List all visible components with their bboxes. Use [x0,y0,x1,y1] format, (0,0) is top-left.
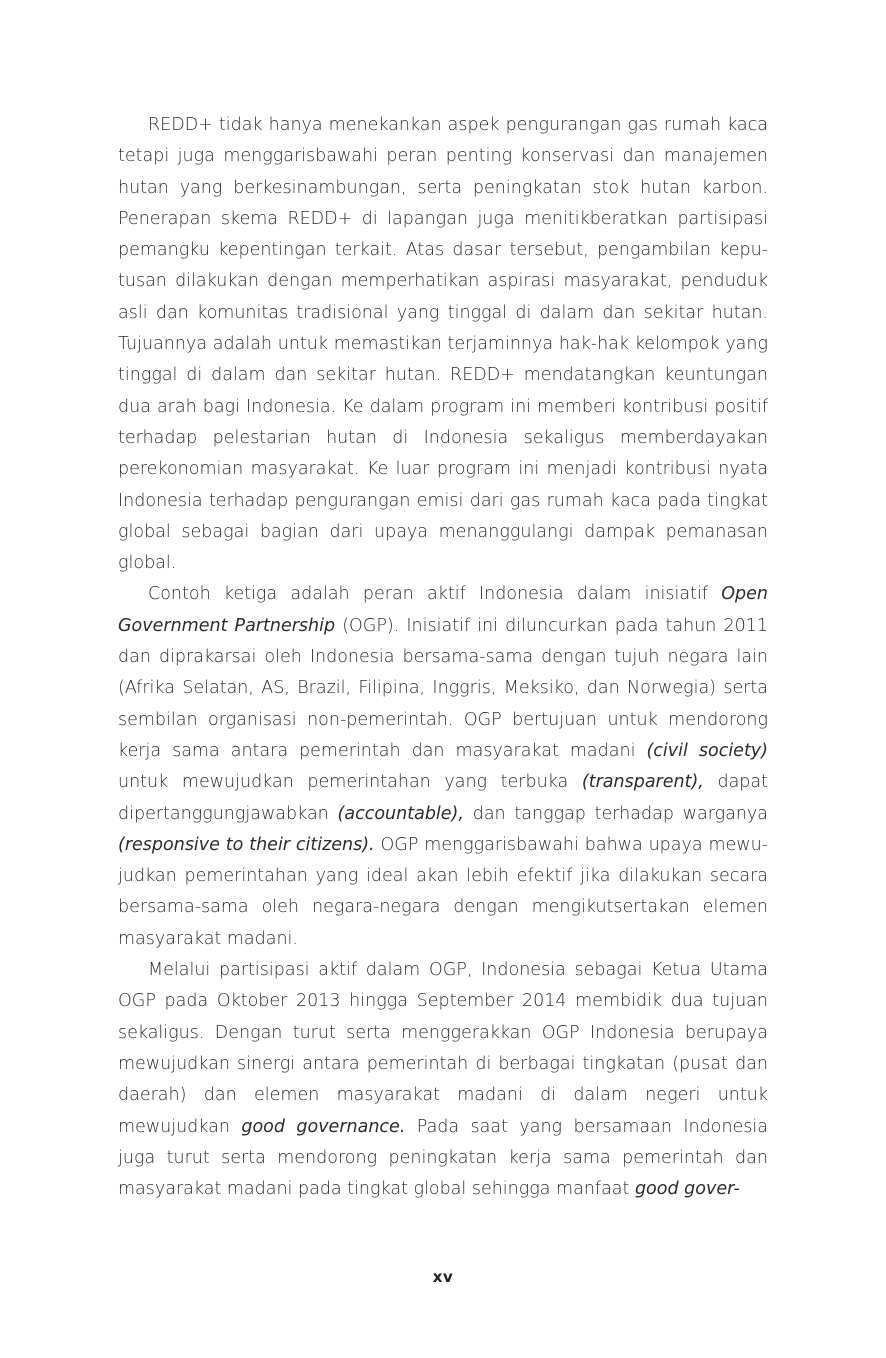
document-page [118,110,768,1205]
italic-term: (responsive to their citizens). [118,834,375,855]
page-number: xv [432,1268,454,1286]
paragraph-text: OGP menggarisbawahi bahwa upaya mewujudkan pemerintahan yang ideal akan lebih efektif jika dilakukan secara bersama-sama oleh negara-negara dengan mengikutsertakan elemen masyarakat madani. [118,834,768,949]
italic-term: good governance. [241,1116,406,1137]
paragraph-text: (OGP). Inisiatif ini diluncurkan pada tahun 2011 dan diprakarsai oleh Indonesia bersama-sama dengan tujuh negara lain (Afrika Selatan, AS, Brazil, Filipina, Inggris, Meksiko, dan Norwegia) serta sembilan organisasi non-pemerintah. OGP bertujuan untuk mendorong kerja sama antara pemerintah dan masyarakat madani [118,615,769,761]
paragraph-text: Melalui partisipasi aktif dalam OGP, Indonesia sebagai Ketua Utama OGP pada Oktober 2013 hingga September 2014 membidik dua tujuan sekaligus. Dengan turut serta menggerakkan OGP Indonesia berupaya mewujudkan sinergi antara pemerintah di berbagai tingkatan (pusat dan daerah) dan elemen masyarakat madani di dalam negeri untuk mewujudkan [118,960,768,1137]
italic-term: good gover- [634,1179,740,1200]
paragraph-text: dapat dipertanggungjawabkan [118,772,768,824]
paragraph-text: untuk mewujudkan pemerintahan yang terbuka [118,772,582,793]
paragraph-text: REDD+ tidak hanya menekankan aspek pengurangan gas rumah kaca tetapi juga menggarisbawahi peran penting konservasi dan manajemen hutan yang berkesinambungan, serta peningkatan stok hutan karbon. Penerapan skema REDD+ di lapangan juga menitikberatkan partisipasi pemangku kepentingan terkait. Atas dasar tersebut, pengambilan keputusan dilakukan dengan memperhatikan aspirasi masyarakat, penduduk asli dan komunitas tradisional yang tinggal di dalam dan sekitar hutan. Tujuannya adalah untuk memastikan terjaminnya hak-hak kelompok yang tinggal di dalam dan sekitar hutan. REDD+ mendatangkan keuntungan dua arah bagi Indonesia. Ke dalam program ini memberi kontribusi positif terhadap pelestarian hutan di Indonesia sekaligus memberdayakan perekonomian masyarakat. Ke luar program ini menjadi kontribusi nyata Indonesia terhadap pengurangan emisi dari gas rumah kaca pada tingkat global sebagai bagian dari upaya menanggulangi dampak pemanasan global. [118,115,768,574]
paragraph-text: dan tanggap terhadap warganya [463,803,769,824]
italic-term: (transparent), [581,772,704,793]
paragraph-text: Contoh ketiga adalah peran aktif Indonesia dalam inisiatif [148,584,722,605]
paragraph-ogp-chair [118,955,768,1205]
italic-term: Open Government Partnership [118,584,768,636]
paragraph-text: Pada saat yang bersamaan Indonesia juga turut serta mendorong peningkatan kerja sama pemerintah dan masyarakat madani pada tingkat global sehingga manfaat [118,1116,769,1200]
paragraph-redd [118,110,768,579]
italic-term: (accountable), [337,803,464,824]
italic-term: (civil society) [646,740,768,761]
paragraph-ogp [118,579,768,955]
